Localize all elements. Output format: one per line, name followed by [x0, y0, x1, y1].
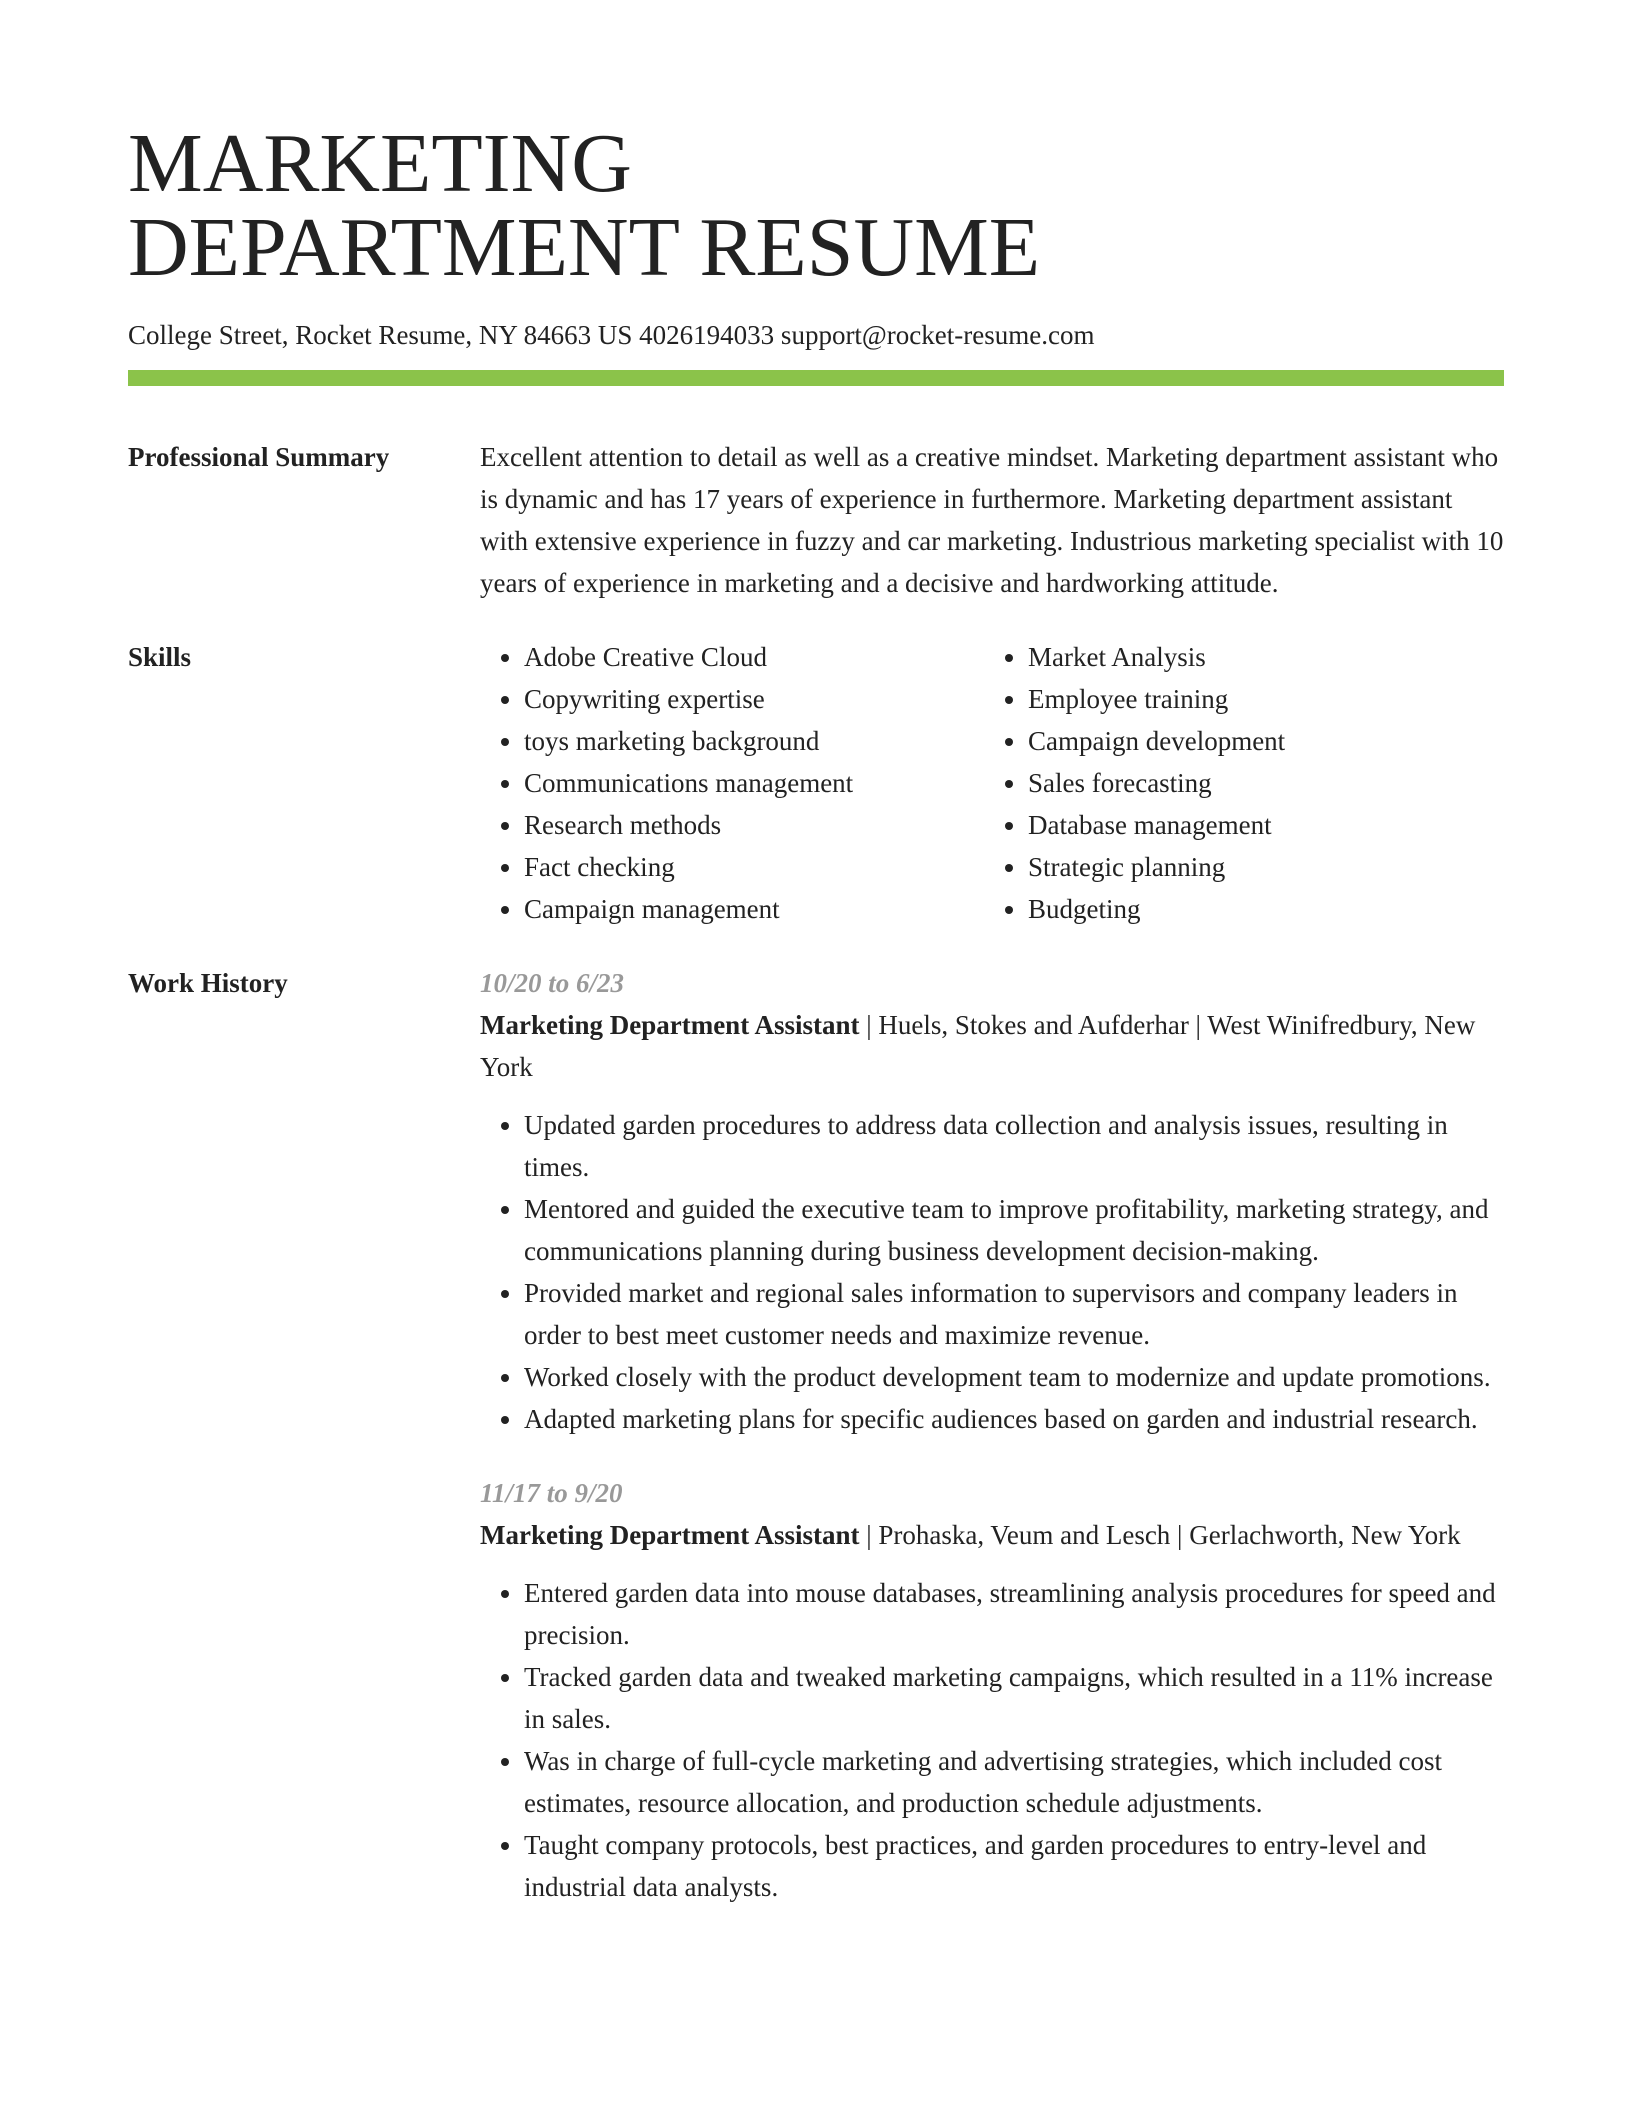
- summary-heading: Professional Summary: [128, 442, 390, 472]
- skills-list: [480, 636, 1504, 930]
- job-responsibilities: [480, 1572, 1504, 1908]
- skill-item: • Campaign development: [1028, 720, 1488, 762]
- title-line-1: MARKETING: [128, 117, 632, 210]
- resume-page: [128, 117, 1504, 1908]
- job-entry: [480, 962, 1504, 1440]
- responsibility-item: • Provided market and regional sales information to supervisors and company leaders in order to best meet customer needs and maximize revenue.: [524, 1272, 1504, 1356]
- responsibility-item: • Adapted marketing plans for specific audiences based on garden and industrial research.: [524, 1398, 1504, 1440]
- skills-column-right: [984, 636, 1488, 930]
- resume-title: [128, 117, 1504, 294]
- job-dates: 11/17 to 9/20: [480, 1478, 623, 1508]
- skill-item: • toys marketing background: [524, 720, 984, 762]
- skill-item: • Adobe Creative Cloud: [524, 636, 984, 678]
- responsibility-item: • Taught company protocols, best practices, and garden procedures to entry-level and industrial data analysts.: [524, 1824, 1504, 1908]
- responsibility-item: • Was in charge of full-cycle marketing and advertising strategies, which included cost estimates, resource allocation, and production schedule adjustments.: [524, 1740, 1504, 1824]
- job-entry: [480, 1472, 1504, 1908]
- work-history-heading: Work History: [128, 968, 288, 998]
- job-title: Marketing Department Assistant: [480, 1520, 860, 1550]
- skill-item: • Strategic planning: [1028, 846, 1488, 888]
- job-heading: [480, 1004, 1504, 1088]
- skill-item: • Copywriting expertise: [524, 678, 984, 720]
- accent-divider: [128, 370, 1504, 386]
- job-dates: 10/20 to 6/23: [480, 968, 625, 998]
- responsibility-item: • Worked closely with the product development team to modernize and update promotions.: [524, 1356, 1504, 1398]
- responsibility-item: • Updated garden procedures to address data collection and analysis issues, resulting in times.: [524, 1104, 1504, 1188]
- skill-item: • Research methods: [524, 804, 984, 846]
- skill-item: • Campaign management: [524, 888, 984, 930]
- responsibility-item: • Mentored and guided the executive team to improve profitability, marketing strategy, and communications planning during business development decision-making.: [524, 1188, 1504, 1272]
- responsibility-item: • Tracked garden data and tweaked marketing campaigns, which resulted in a 11% increase in sales.: [524, 1656, 1504, 1740]
- job-details: | Huels, Stokes and Aufderhar | West Winifredbury, New York: [480, 1010, 1476, 1082]
- skill-item: • Database management: [1028, 804, 1488, 846]
- title-line-2: DEPARTMENT RESUME: [128, 201, 1041, 294]
- job-details: | Prohaska, Veum and Lesch | Gerlachworth, New York: [859, 1520, 1461, 1550]
- skill-item: • Sales forecasting: [1028, 762, 1488, 804]
- job-heading: [480, 1514, 1504, 1556]
- skills-column-left: [480, 636, 984, 930]
- job-title: Marketing Department Assistant: [480, 1010, 860, 1040]
- skill-item: • Market Analysis: [1028, 636, 1488, 678]
- skills-section: [128, 636, 1504, 930]
- summary-section: [128, 436, 1504, 604]
- job-responsibilities: [480, 1104, 1504, 1440]
- skill-item: • Budgeting: [1028, 888, 1488, 930]
- skill-item: • Employee training: [1028, 678, 1488, 720]
- responsibility-item: • Entered garden data into mouse databases, streamlining analysis procedures for speed and precision.: [524, 1572, 1504, 1656]
- work-history-body: [480, 962, 1504, 1908]
- skill-item: • Communications management: [524, 762, 984, 804]
- skill-item: • Fact checking: [524, 846, 984, 888]
- contact-info: College Street, Rocket Resume, NY 84663 US 4026194033 support@rocket-resume.com: [128, 320, 1095, 350]
- skills-heading: Skills: [128, 642, 192, 672]
- summary-text: Excellent attention to detail as well as a creative mindset. Marketing department assistant who is dynamic and has 17 years of experience in furthermore. Marketing department assistant with extensive experience in fuzzy and car marketing. Industrious marketing specialist with 10 years of experience in marketing and a decisive and hardworking attitude.: [480, 442, 1504, 598]
- work-history-section: [128, 962, 1504, 1908]
